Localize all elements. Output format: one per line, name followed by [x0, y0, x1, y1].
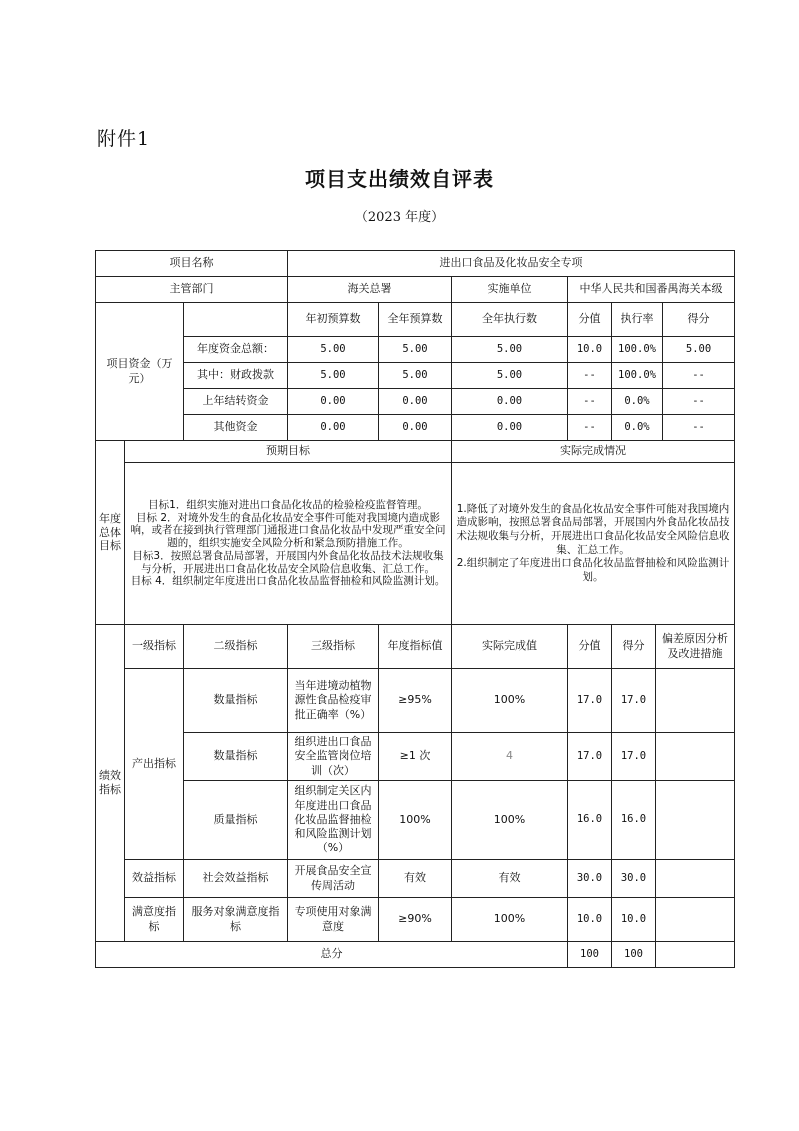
- funds-header-rate: 执行率: [612, 303, 663, 337]
- total-blank: [656, 942, 735, 968]
- indicator-row: [96, 733, 735, 781]
- level3-cell: 组织制定关区内年度进出口食品化妆品监督抽检和风险监测计划（%）: [288, 781, 379, 860]
- score-value-cell: 10.0: [568, 898, 612, 942]
- funds-header-executed: 全年执行数: [452, 303, 568, 337]
- actual-completion-header: 实际完成情况: [452, 441, 735, 463]
- actual-value-header: 实际完成值: [452, 625, 568, 669]
- funds-initial: 5.00: [288, 363, 379, 389]
- target-header: 年度指标值: [379, 625, 452, 669]
- level2-cell: 质量指标: [184, 781, 288, 860]
- funds-header-blank: [184, 303, 288, 337]
- funds-executed: 5.00: [452, 337, 568, 363]
- funds-row-label: 其中：财政拨款: [184, 363, 288, 389]
- deviation-header: 偏差原因分析及改进措施: [656, 625, 735, 669]
- funds-initial: 5.00: [288, 337, 379, 363]
- actual-value-cell: 100%: [452, 669, 568, 733]
- impl-label: 实施单位: [452, 277, 568, 303]
- funds-row-label: 年度资金总额：: [184, 337, 288, 363]
- funds-full: 5.00: [379, 337, 452, 363]
- funds-full: 0.00: [379, 389, 452, 415]
- funds-rate: 100.0%: [612, 363, 663, 389]
- funds-rate: 0.0%: [612, 389, 663, 415]
- funds-header-score: 得分: [663, 303, 735, 337]
- score-value-header: 分值: [568, 625, 612, 669]
- deviation-cell: [656, 898, 735, 942]
- attachment-label: 附件1: [97, 128, 151, 150]
- goals-label: 年度总体目标: [96, 441, 125, 625]
- funds-score-value: 10.0: [568, 337, 612, 363]
- funds-row: [96, 415, 735, 441]
- dept-value: 海关总署: [288, 277, 452, 303]
- deviation-cell: [656, 669, 735, 733]
- expected-goal-item: 目标 2．对境外发生的食品化妆品安全事件可能对我国境内造成影响，或者在接到执行管理部门通报进口食品化妆品中发现严重安全问题的，组织实施安全风险分析和紧急预防措施工作。: [130, 511, 446, 550]
- level2-cell: 数量指标: [184, 733, 288, 781]
- funds-score-value: --: [568, 363, 612, 389]
- level1-header: 一级指标: [125, 625, 184, 669]
- level2-header: 二级指标: [184, 625, 288, 669]
- level3-cell: 专项使用对象满意度: [288, 898, 379, 942]
- funds-header-initial: 年初预算数: [288, 303, 379, 337]
- funds-header-full: 全年预算数: [379, 303, 452, 337]
- level2-cell: 社会效益指标: [184, 860, 288, 898]
- funds-executed: 5.00: [452, 363, 568, 389]
- funds-row-label: 其他资金: [184, 415, 288, 441]
- target-cell: ≥1 次: [379, 733, 452, 781]
- funds-score-value: --: [568, 389, 612, 415]
- deviation-cell: [656, 860, 735, 898]
- funds-row: [96, 389, 735, 415]
- project-name-value: 进出口食品及化妆品安全专项: [288, 251, 735, 277]
- funds-header-score-value: 分值: [568, 303, 612, 337]
- score-value-cell: 16.0: [568, 781, 612, 860]
- funds-rate: 100.0%: [612, 337, 663, 363]
- goals-header-row: [96, 441, 735, 463]
- score-cell: 10.0: [612, 898, 656, 942]
- level2-cell: 数量指标: [184, 669, 288, 733]
- level3-header: 三级指标: [288, 625, 379, 669]
- project-name-row: [96, 251, 735, 277]
- dept-label: 主管部门: [96, 277, 288, 303]
- actual-value-cell: 4: [452, 733, 568, 781]
- benefit-indicator-label: 效益指标: [125, 860, 184, 898]
- total-label: 总分: [96, 942, 568, 968]
- funds-score-value: --: [568, 415, 612, 441]
- score-cell: 30.0: [612, 860, 656, 898]
- score-cell: 16.0: [612, 781, 656, 860]
- level2-cell: 服务对象满意度指标: [184, 898, 288, 942]
- funds-full: 0.00: [379, 415, 452, 441]
- funds-score: --: [663, 363, 735, 389]
- score-header: 得分: [612, 625, 656, 669]
- department-row: [96, 277, 735, 303]
- actual-item: 2.组织制定了年度进出口食品化妆品监督抽检和风险监测计划。: [456, 557, 730, 583]
- score-cell: 17.0: [612, 669, 656, 733]
- actual-value-cell: 100%: [452, 898, 568, 942]
- score-value-cell: 17.0: [568, 733, 612, 781]
- indicator-row: [96, 781, 735, 860]
- funds-full: 5.00: [379, 363, 452, 389]
- total-score-value: 100: [568, 942, 612, 968]
- performance-table: [95, 250, 735, 968]
- level3-cell: 组织进出口食品安全监管岗位培训（次）: [288, 733, 379, 781]
- target-cell: ≥95%: [379, 669, 452, 733]
- total-row: [96, 942, 735, 968]
- funds-header-row: [96, 303, 735, 337]
- indicator-row: [96, 898, 735, 942]
- indicators-section-label: 绩效指标: [96, 625, 125, 942]
- document-title: 项目支出绩效自评表: [305, 167, 494, 191]
- deviation-cell: [656, 733, 735, 781]
- level3-cell: 开展食品安全宣传周活动: [288, 860, 379, 898]
- funds-score: --: [663, 389, 735, 415]
- actual-item: 1.降低了对境外发生的食品化妆品安全事件可能对我国境内造成影响，按照总署食品局部署，开展国内外食品化妆品技术法规收集与分析，开展进出口食品化妆品安全风险信息收集、汇总工作。: [456, 502, 730, 556]
- funds-initial: 0.00: [288, 389, 379, 415]
- actual-value-cell: 100%: [452, 781, 568, 860]
- actual-value-cell: 有效: [452, 860, 568, 898]
- output-indicator-label: 产出指标: [125, 669, 184, 860]
- target-cell: ≥90%: [379, 898, 452, 942]
- expected-goal-item: 目标 4．组织制定年度进出口食品化妆品监督抽检和风险监测计划。: [130, 575, 446, 588]
- score-value-cell: 17.0: [568, 669, 612, 733]
- funds-initial: 0.00: [288, 415, 379, 441]
- funds-row: [96, 363, 735, 389]
- target-cell: 100%: [379, 781, 452, 860]
- satisfaction-indicator-label: 满意度指标: [125, 898, 184, 942]
- expected-goal-item: 目标1．组织实施对进出口食品化妆品的检验检疫监督管理。: [148, 498, 428, 511]
- indicator-row: [96, 860, 735, 898]
- expected-goals-header: 预期目标: [125, 441, 452, 463]
- impl-value: 中华人民共和国番禺海关本级: [568, 277, 735, 303]
- expected-goals: [125, 463, 452, 625]
- indicator-header-row: [96, 625, 735, 669]
- level3-cell: 当年进境动植物源性食品检疫审批正确率（%）: [288, 669, 379, 733]
- document-year: （2023 年度）: [354, 210, 445, 225]
- total-score: 100: [612, 942, 656, 968]
- funds-rate: 0.0%: [612, 415, 663, 441]
- goals-content-row: [96, 463, 735, 625]
- deviation-cell: [656, 781, 735, 860]
- funds-label: 项目资金（万元）: [96, 303, 184, 441]
- score-cell: 17.0: [612, 733, 656, 781]
- funds-executed: 0.00: [452, 389, 568, 415]
- score-value-cell: 30.0: [568, 860, 612, 898]
- funds-score: 5.00: [663, 337, 735, 363]
- funds-executed: 0.00: [452, 415, 568, 441]
- expected-goal-item: 目标3．按照总署食品局部署，开展国内外食品化妆品技术法规收集与分析，开展进出口食品化妆品安全风险信息收集、汇总工作。: [132, 549, 444, 575]
- indicator-row: [96, 669, 735, 733]
- project-name-label: 项目名称: [96, 251, 288, 277]
- funds-row: [96, 337, 735, 363]
- funds-row-label: 上年结转资金: [184, 389, 288, 415]
- target-cell: 有效: [379, 860, 452, 898]
- actual-completion: [452, 463, 735, 625]
- funds-score: --: [663, 415, 735, 441]
